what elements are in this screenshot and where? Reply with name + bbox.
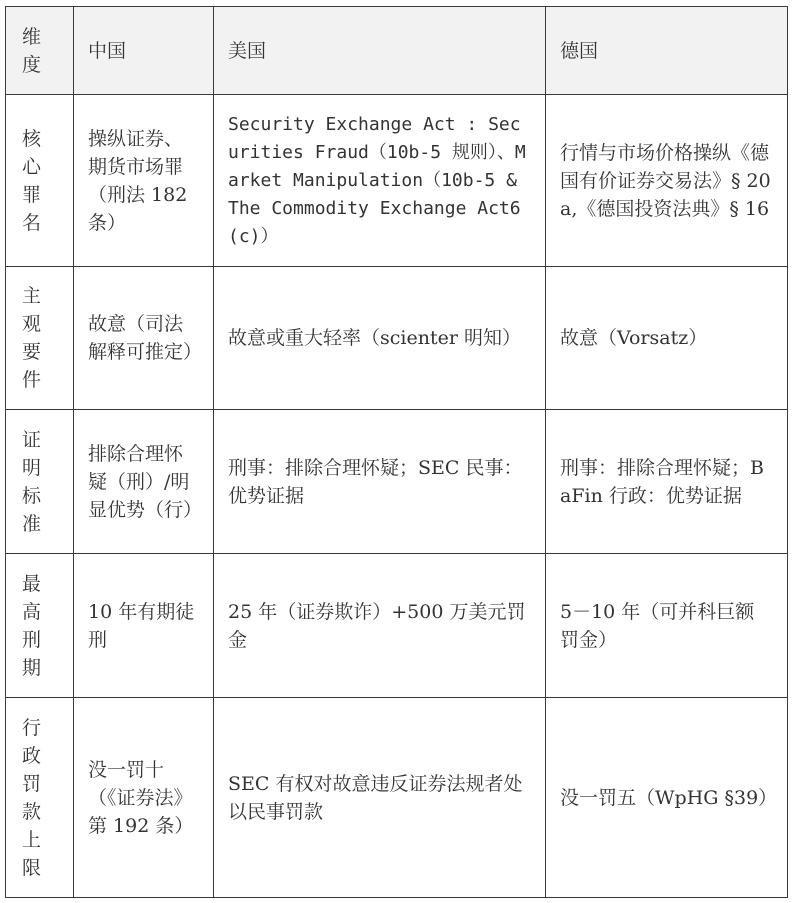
- cell-usa: 故意或重大轻率（scienter 明知）: [214, 267, 546, 410]
- table-row: [6, 554, 788, 698]
- header-usa: 美国: [214, 7, 546, 95]
- comparison-table: [5, 6, 788, 898]
- header-germany: 德国: [546, 7, 788, 95]
- cell-germany: 5－10 年（可并科巨额罚金）: [546, 554, 788, 698]
- cell-china: 没一罚十（《证券法》第 192 条）: [74, 698, 214, 898]
- cell-germany: 故意（Vorsatz）: [546, 267, 788, 410]
- cell-usa: 25 年（证券欺诈）+500 万美元罚金: [214, 554, 546, 698]
- cell-china: 10 年有期徒刑: [74, 554, 214, 698]
- table-row: [6, 410, 788, 554]
- cell-germany: 行情与市场价格操纵《德国有价证券交易法》§ 20a,《德国投资法典》§ 16: [546, 95, 788, 267]
- cell-germany: 没一罚五（WpHG §39）: [546, 698, 788, 898]
- table-row: [6, 95, 788, 267]
- table-row: [6, 698, 788, 898]
- cell-china: 排除合理怀疑（刑）/明显优势（行）: [74, 410, 214, 554]
- row-dimension: 证明标准: [6, 410, 74, 554]
- row-dimension: 核心罪名: [6, 95, 74, 267]
- row-dimension: 行政罚款上限: [6, 698, 74, 898]
- cell-usa: SEC 有权对故意违反证券法规者处以民事罚款: [214, 698, 546, 898]
- cell-usa: 刑事：排除合理怀疑；SEC 民事：优势证据: [214, 410, 546, 554]
- header-row: [6, 7, 788, 95]
- header-china: 中国: [74, 7, 214, 95]
- cell-china: 操纵证券、期货市场罪（刑法 182 条）: [74, 95, 214, 267]
- cell-china: 故意（司法解释可推定）: [74, 267, 214, 410]
- comparison-table-container: [5, 6, 788, 898]
- row-dimension: 主观要件: [6, 267, 74, 410]
- table-row: [6, 267, 788, 410]
- cell-germany: 刑事：排除合理怀疑；BaFin 行政：优势证据: [546, 410, 788, 554]
- row-dimension: 最高刑期: [6, 554, 74, 698]
- cell-usa: Security Exchange Act : Securities Fraud（10b-5 规则）、Market Manipulation（10b-5 & The Commodity Exchange Act6(c)）: [214, 95, 546, 267]
- header-dimension: 维度: [6, 7, 74, 95]
